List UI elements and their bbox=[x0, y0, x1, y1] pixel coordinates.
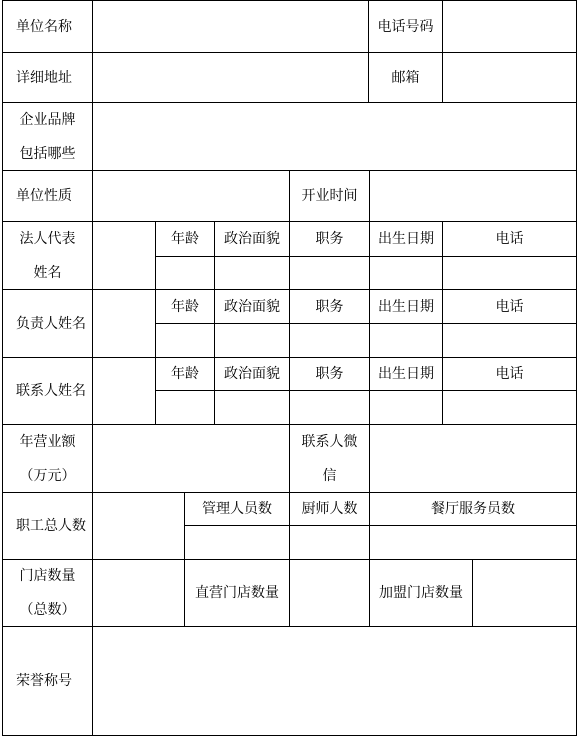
contact-phone-header: 电话 bbox=[495, 366, 524, 382]
managers-header: 管理人员数 bbox=[202, 501, 272, 517]
contact-birth-header: 出生日期 bbox=[378, 366, 434, 382]
phone-label: 电话号码 bbox=[377, 18, 434, 35]
direct-stores-label: 直营门店数量 bbox=[195, 585, 279, 601]
address-label: 详细地址 bbox=[16, 69, 72, 86]
responsible-political-header: 政治面貌 bbox=[224, 298, 280, 315]
responsible-phone-header: 电话 bbox=[495, 298, 524, 315]
responsible-name-field[interactable] bbox=[93, 290, 155, 357]
waiters-field[interactable] bbox=[370, 526, 576, 559]
legal-rep-political-field[interactable] bbox=[215, 257, 289, 289]
contact-political-header: 政治面貌 bbox=[224, 366, 280, 382]
legal-rep-position-header: 职务 bbox=[315, 231, 344, 247]
staff-total-label: 职工总人数 bbox=[16, 518, 86, 534]
chefs-header: 厨师人数 bbox=[301, 501, 358, 517]
responsible-phone-field[interactable] bbox=[443, 324, 576, 357]
revenue-label: 年营业额 （万元） bbox=[19, 433, 76, 484]
legal-rep-age-field[interactable] bbox=[156, 257, 214, 289]
nature-field[interactable] bbox=[93, 171, 289, 221]
brands-label: 企业品牌 包括哪些 bbox=[19, 111, 76, 162]
honors-field[interactable] bbox=[93, 627, 576, 735]
contact-position-header: 职务 bbox=[315, 366, 344, 382]
legal-rep-position-field[interactable] bbox=[290, 257, 369, 289]
legal-rep-phone-field[interactable] bbox=[443, 257, 576, 289]
direct-stores-field[interactable] bbox=[290, 560, 369, 626]
legal-rep-label: 法人代表 姓名 bbox=[19, 230, 76, 281]
honors-label: 荣誉称号 bbox=[16, 673, 72, 689]
contact-name-field[interactable] bbox=[93, 358, 155, 424]
legal-rep-political-header: 政治面貌 bbox=[224, 231, 280, 247]
responsible-label: 负责人姓名 bbox=[16, 315, 86, 332]
email-field[interactable] bbox=[443, 53, 576, 102]
stores-total-field[interactable] bbox=[93, 560, 184, 626]
opening-time-label: 开业时间 bbox=[301, 188, 358, 204]
email-label: 邮箱 bbox=[391, 69, 420, 86]
contact-position-field[interactable] bbox=[290, 391, 369, 424]
responsible-birth-field[interactable] bbox=[370, 324, 442, 357]
legal-rep-birth-header: 出生日期 bbox=[378, 231, 434, 247]
responsible-position-field[interactable] bbox=[290, 324, 369, 357]
contact-age-header: 年龄 bbox=[171, 366, 199, 382]
responsible-political-field[interactable] bbox=[215, 324, 289, 357]
contact-label: 联系人姓名 bbox=[16, 383, 86, 399]
legal-rep-birth-field[interactable] bbox=[370, 257, 442, 289]
legal-rep-name-field[interactable] bbox=[93, 222, 155, 289]
contact-political-field[interactable] bbox=[215, 391, 289, 424]
franchise-stores-field[interactable] bbox=[473, 560, 576, 626]
contact-wechat-label: 联系人微 信 bbox=[301, 433, 358, 484]
managers-field[interactable] bbox=[185, 526, 289, 559]
responsible-age-header: 年龄 bbox=[171, 298, 199, 315]
brands-field[interactable] bbox=[93, 103, 576, 170]
address-field[interactable] bbox=[93, 53, 368, 102]
waiters-header: 餐厅服务员数 bbox=[431, 501, 515, 517]
staff-total-field[interactable] bbox=[93, 493, 184, 559]
contact-wechat-field[interactable] bbox=[370, 425, 576, 492]
franchise-stores-label: 加盟门店数量 bbox=[379, 585, 463, 601]
chefs-field[interactable] bbox=[290, 526, 369, 559]
opening-time-field[interactable] bbox=[370, 171, 576, 221]
nature-label: 单位性质 bbox=[16, 188, 72, 204]
responsible-age-field[interactable] bbox=[156, 324, 214, 357]
legal-rep-phone-header: 电话 bbox=[495, 231, 524, 247]
revenue-field[interactable] bbox=[93, 425, 289, 492]
contact-birth-field[interactable] bbox=[370, 391, 442, 424]
unit-name-label: 单位名称 bbox=[16, 18, 72, 35]
contact-phone-field[interactable] bbox=[443, 391, 576, 424]
responsible-position-header: 职务 bbox=[315, 298, 344, 315]
legal-rep-age-header: 年龄 bbox=[171, 231, 199, 247]
phone-field[interactable] bbox=[443, 1, 576, 52]
contact-age-field[interactable] bbox=[156, 391, 214, 424]
responsible-birth-header: 出生日期 bbox=[378, 298, 434, 315]
unit-name-field[interactable] bbox=[93, 1, 368, 52]
stores-label: 门店数量 （总数） bbox=[19, 568, 76, 618]
